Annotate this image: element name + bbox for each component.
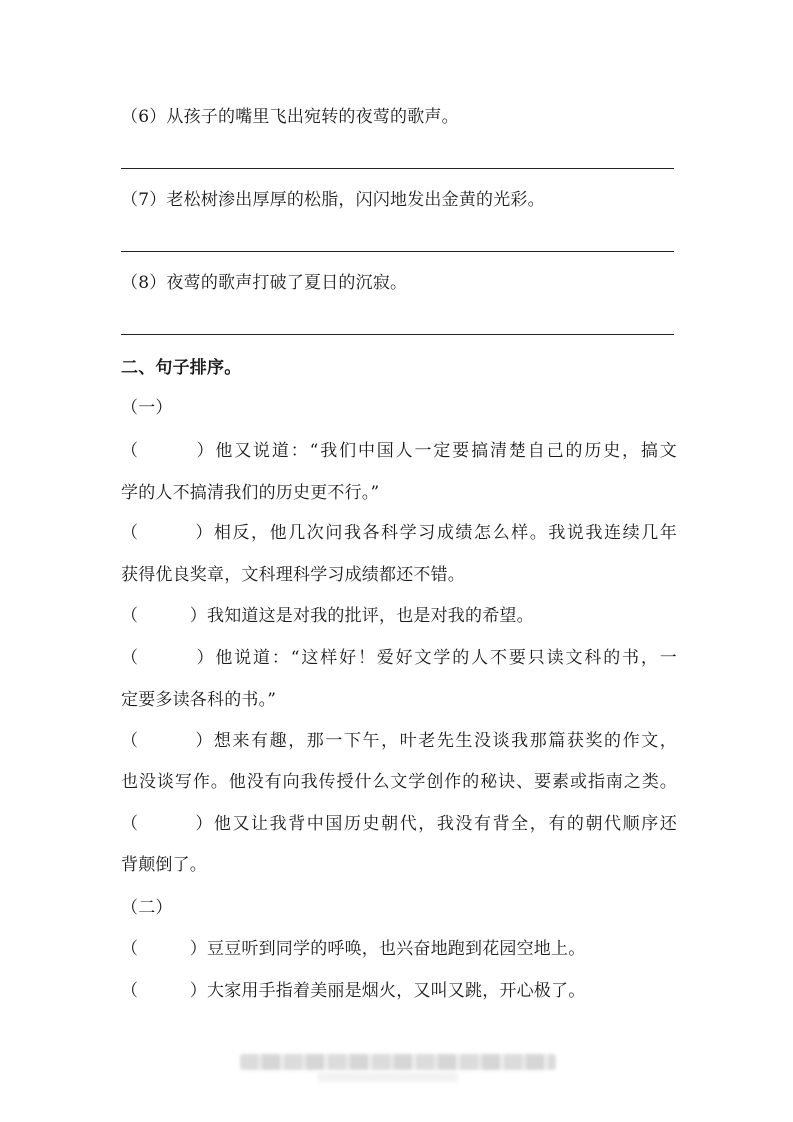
answer-line-6[interactable] bbox=[121, 168, 674, 169]
sentence-6: （6）从孩子的嘴里飞出宛转的夜莺的歌声。 bbox=[121, 107, 459, 127]
order-item-8: （ ）大家用手指着美丽是烟火，又叫又跳，开心极了。 bbox=[121, 981, 586, 1001]
sentence-7: （7）老松树渗出厚厚的松脂，闪闪地发出金黄的光彩。 bbox=[121, 190, 545, 210]
order-item-1-line-1: （ ）他又说道：“我们中国人一定要搞清楚自己的历史，搞文 bbox=[121, 441, 677, 461]
order-item-5-line-1: （ ）想来有趣，那一下午，叶老先生没谈我那篇获奖的作文， bbox=[121, 731, 677, 751]
answer-line-7[interactable] bbox=[121, 251, 674, 252]
sentence-8: （8）夜莺的歌声打破了夏日的沉寂。 bbox=[121, 273, 408, 293]
order-item-3: （ ）我知道这是对我的批评，也是对我的希望。 bbox=[121, 606, 534, 626]
blurred-footer-sub bbox=[318, 1072, 458, 1082]
order-item-4-line-1: （ ）他说道：“这样好！爱好文学的人不要只读文科的书，一 bbox=[121, 648, 677, 668]
order-item-5-line-2: 也没谈写作。他没有向我传授什么文学创作的秘诀、要素或指南之类。 bbox=[121, 772, 677, 792]
order-item-1-line-2: 学的人不搞清我们的历史更不行。” bbox=[121, 483, 380, 503]
order-item-6-line-2: 背颠倒了。 bbox=[121, 855, 207, 875]
section-heading: 二、句子排序。 bbox=[121, 358, 242, 378]
order-item-6-line-1: （ ）他又让我背中国历史朝代，我没有背全，有的朝代顺序还 bbox=[121, 814, 677, 834]
order-item-2-line-2: 获得优良奖章，文科理科学习成绩都还不错。 bbox=[121, 565, 465, 585]
answer-line-8[interactable] bbox=[121, 334, 674, 335]
blurred-footer bbox=[240, 1054, 556, 1070]
order-item-7: （ ）豆豆听到同学的呼唤，也兴奋地跑到花园空地上。 bbox=[121, 939, 586, 959]
group-label-2: （二） bbox=[121, 898, 173, 918]
order-item-2-line-1: （ ）相反，他几次问我各科学习成绩怎么样。我说我连续几年 bbox=[121, 523, 677, 543]
group-label-1: （一） bbox=[121, 398, 173, 418]
order-item-4-line-2: 定要多读各科的书。” bbox=[121, 690, 277, 710]
